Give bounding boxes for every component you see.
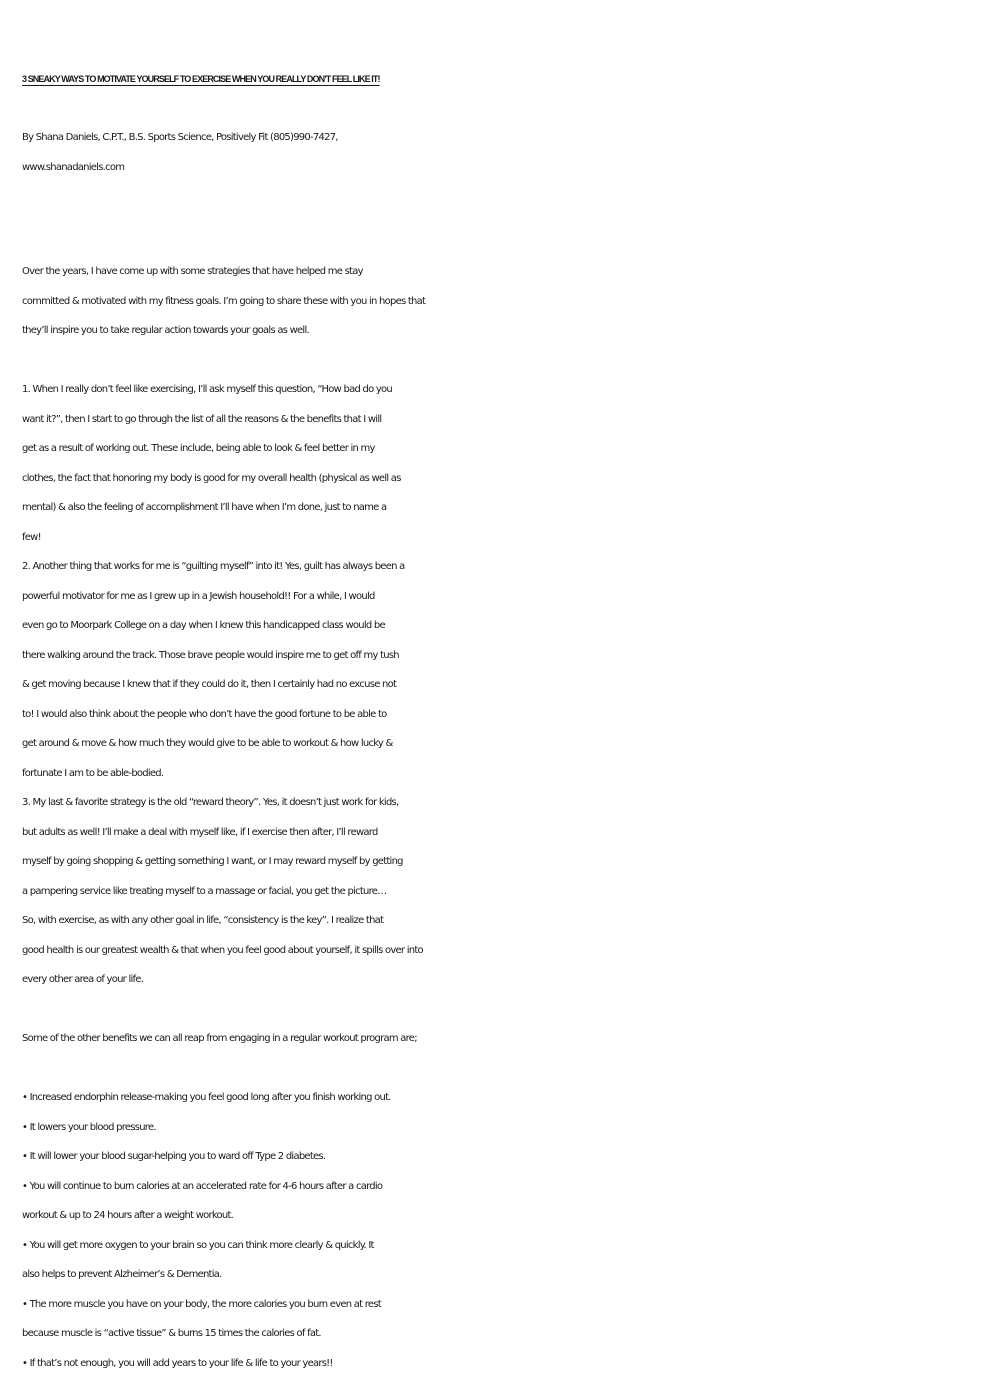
strategy-line: 1. When I really don’t feel like exercising, I’ll ask myself this question, “How bad do you xyxy=(22,384,392,395)
benefit-item-continuation: because muscle is “active tissue” & burns 15 times the calories of fat. xyxy=(22,1328,321,1339)
strategy-line: even go to Moorpark College on a day when I knew this handicapped class would be xyxy=(22,620,385,631)
benefit-item: • It will lower your blood sugar-helping you to ward off Type 2 diabetes. xyxy=(22,1151,326,1162)
intro-line: they’ll inspire you to take regular action towards your goals as well. xyxy=(22,325,309,336)
article xyxy=(22,64,982,1378)
strategy-line: 2. Another thing that works for me is “guilting myself” into it! Yes, guilt has always been a xyxy=(22,561,405,572)
strategy-line: 3. My last & favorite strategy is the old “reward theory”. Yes, it doesn’t just work for kids, xyxy=(22,797,399,808)
strategy-line: So, with exercise, as with any other goal in life, “consistency is the key”. I realize that xyxy=(22,915,384,926)
strategy-line: but adults as well! I’ll make a deal with myself like, if I exercise then after, I’ll reward xyxy=(22,826,378,838)
benefit-item: • Increased endorphin release-making you feel good long after you finish working out. xyxy=(22,1092,391,1103)
benefits-list xyxy=(22,1083,982,1378)
benefit-item-continuation: workout & up to 24 hours after a weight workout. xyxy=(22,1210,234,1221)
benefit-item: • You will continue to burn calories at an accelerated rate for 4-6 hours after a cardio xyxy=(22,1180,383,1192)
strategy-line: there walking around the track. Those brave people would inspire me to get off my tush xyxy=(22,649,399,661)
byline-line: By Shana Daniels, C.P.T., B.S. Sports Science, Positively Fit (805)990-7427, xyxy=(22,132,338,143)
benefit-item: • The more muscle you have on your body, the more calories you burn even at rest xyxy=(22,1298,381,1310)
byline-website: www.shanadaniels.com xyxy=(22,161,125,173)
paragraph-gap xyxy=(22,995,982,1025)
strategy-line: get around & move & how much they would give to be able to workout & how lucky & xyxy=(22,738,393,749)
strategy-line: myself by going shopping & getting something I want, or I may reward myself by getting xyxy=(22,856,403,867)
strategy-line: to! I would also think about the people who don’t have the good fortune to be able to xyxy=(22,708,387,720)
benefit-item-continuation: also helps to prevent Alzheimer’s & Dementia. xyxy=(22,1269,222,1280)
strategies-section xyxy=(22,375,982,995)
benefits-intro: Some of the other benefits we can all reap from engaging in a regular workout program are; xyxy=(22,1033,417,1044)
strategy-line: & get moving because I knew that if they could do it, then I certainly had no excuse not xyxy=(22,679,397,690)
benefit-item: • You will get more oxygen to your brain so you can think more clearly & quickly. It xyxy=(22,1239,374,1251)
paragraph-gap xyxy=(22,1054,982,1084)
strategy-line: clothes, the fact that honoring my body is good for my overall health (physical as well as xyxy=(22,472,401,484)
byline xyxy=(22,123,982,182)
strategy-line: get as a result of working out. These include, being able to look & feel better in my xyxy=(22,443,375,454)
benefit-item: • It lowers your blood pressure. xyxy=(22,1121,156,1133)
intro-paragraph xyxy=(22,257,982,346)
strategy-line: few! xyxy=(22,531,41,543)
strategy-line: every other area of your life. xyxy=(22,974,144,985)
strategy-line: want it?”, then I start to go through the list of all the reasons & the benefits that I will xyxy=(22,413,382,425)
strategy-line: powerful motivator for me as I grew up in a Jewish household!! For a while, I would xyxy=(22,590,375,602)
strategy-line: fortunate I am to be able-bodied. xyxy=(22,767,164,779)
strategy-line: mental) & also the feeling of accomplishment I’ll have when I’m done, just to name a xyxy=(22,502,387,513)
intro-line: committed & motivated with my fitness goals. I’m going to share these with you in hopes that xyxy=(22,295,426,307)
strategy-line: good health is our greatest wealth & that when you feel good about yourself, it spills over into xyxy=(22,944,423,956)
article-title: 3 SNEAKY WAYS TO MOTIVATE YOURSELF TO EXERCISE WHEN YOU REALLY DON’T FEEL LIKE IT! xyxy=(22,74,380,84)
intro-line: Over the years, I have come up with some strategies that have helped me stay xyxy=(22,266,363,277)
paragraph-gap xyxy=(22,346,982,376)
benefit-item: • If that’s not enough, you will add years to your life & life to your years!! xyxy=(22,1357,333,1369)
strategy-line: a pampering service like treating myself to a massage or facial, you get the picture… xyxy=(22,885,387,897)
